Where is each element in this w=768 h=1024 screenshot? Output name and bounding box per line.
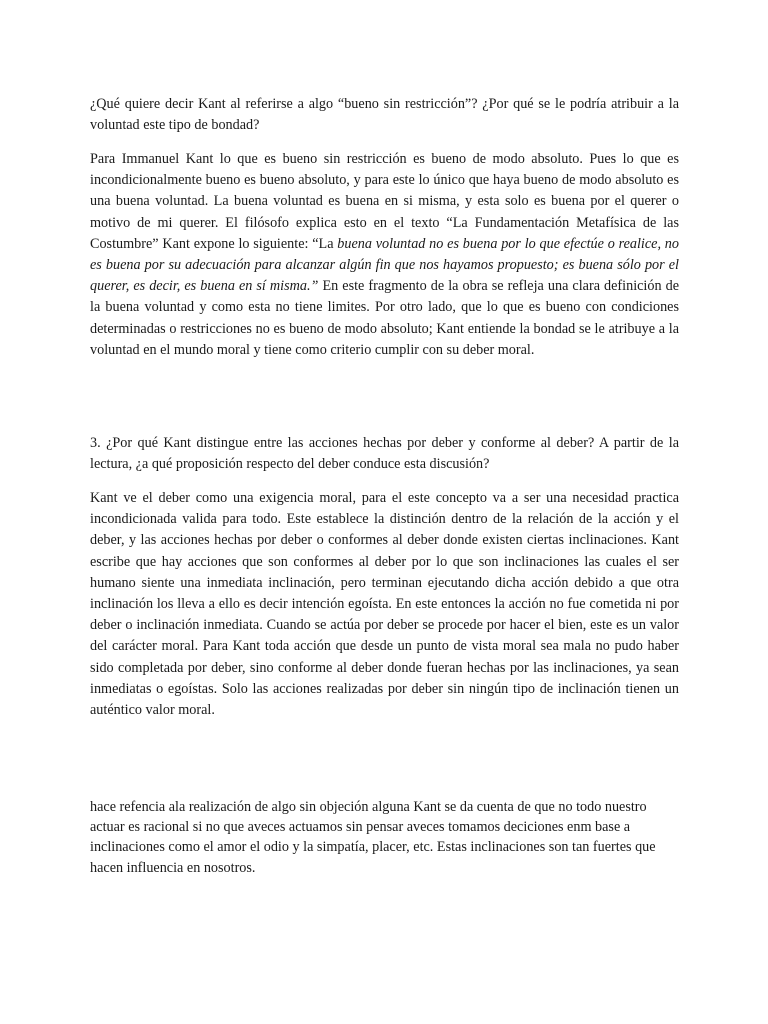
answer-1-paragraph — [90, 149, 679, 361]
answer-1-intro: Para Immanuel Kant lo que es bueno sin restricción es bueno de modo absoluto. Pues lo que es incondicionalmente bueno es bueno absoluto, y para este lo único que haya bueno de modo absoluto es una buena voluntad. La buena voluntad es buena en si misma, y esta solo es buena por el querer o motivo de mi querer. El filósofo explica esto en el texto “La Fundamentación Metafísica de las Costumbre” Kant expone lo siguiente: “La — [90, 151, 679, 252]
kant-quote: buena voluntad no es buena por lo que efectúe o realice, no es buena por su adecuación para alcanzar algún fin que nos hayamos propuesto; es buena sólo por el querer, es decir, es buena en sí misma.” — [90, 235, 679, 295]
answer-3-paragraph: Kant ve el deber como una exigencia moral, para el este concepto va a ser una necesidad practica incondicionada valida para todo. Este establece la distinción dentro de la relación de la acción y el deber, y las acciones hechas por deber o conformes al deber donde existen ciertas inclinaciones. Kant escribe que hay acciones que son conformes al deber por lo que son inclinaciones las cuales el ser humano siente una inmediata inclinación, pero terminan ejecutando dicha acción debido a que otra inclinación los lleva a ello es decir intención egoísta. En este entonces la acción no fue cometida ni por deber o inclinación inmediata. Cuando se actúa por deber se procede por hacer el bien, este es un valor del carácter moral. Para Kant toda acción que desde un punto de vista moral sea mala no pudo haber sido completada por deber, sino conforme al deber donde fueran hechas por las inclinaciones, ya sean inmediatas o egoístas. Solo las acciones realizadas por deber sin ningún tipo de inclinación tienen un auténtico valor moral. — [90, 490, 679, 719]
question-3: 3. ¿Por qué Kant distingue entre las acciones hechas por deber y conforme al deber? A partir de la lectura, ¿a qué proposición respecto del deber conduce esta discusión? — [90, 435, 679, 473]
extra-paragraph: hace refencia ala realización de algo sin objeción alguna Kant se da cuenta de que no todo nuestro actuar es racional si no que aveces actuamos sin pensar aveces tomamos deciciones enm base a inclinaciones como el amor el odio y la simpatía, placer, etc. Estas inclinaciones son tan fuertes que hacen influencia en nosotros. — [90, 799, 656, 876]
answer-1-conclusion: En este fragmento de la obra se refleja una clara definición de la buena voluntad y como esta no tiene limites. Por otro lado, que lo que es bueno con condiciones determinadas o restricciones no es bueno de modo absoluto; Kant entiende la bondad se le atribuye a la voluntad en el mundo moral y tiene como criterio cumplir con su deber moral. — [90, 278, 680, 358]
question-1: ¿Qué quiere decir Kant al referirse a algo “bueno sin restricción”? ¿Por qué se le podría atribuir a la voluntad este tipo de bondad? — [90, 96, 679, 134]
